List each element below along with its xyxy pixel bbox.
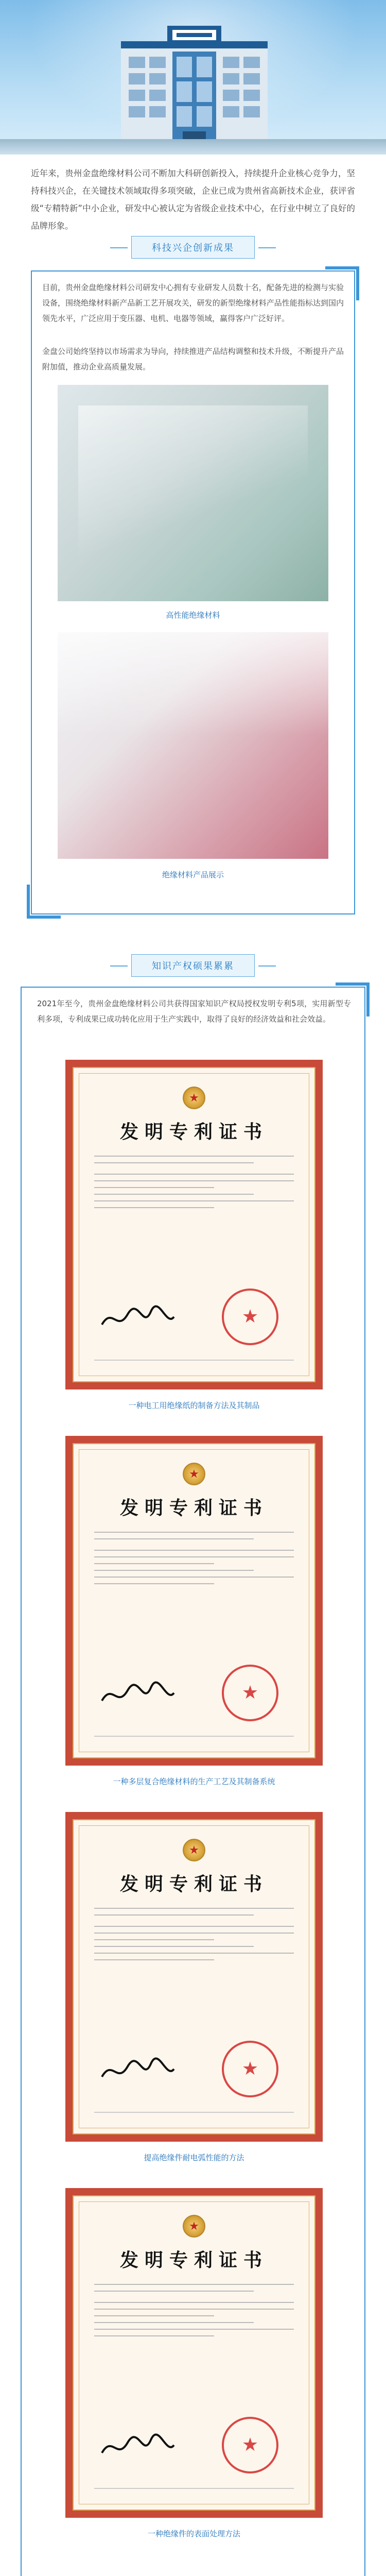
patent-certificate-4 [65,2188,323,2518]
certificate-title: 发明专利证书 [119,2249,268,2271]
patent-certificate-1 [65,1060,323,1389]
signature-icon [99,2432,177,2463]
seal-icon [222,1289,278,1345]
emblem-icon [183,1087,205,1109]
patent-certificate-2 [65,1436,323,1766]
certificate-title: 发明专利证书 [119,1873,268,1895]
patent-certificate-3 [65,1812,323,2142]
intro-paragraph: 近年来，贵州金盘绝缘材料公司不断加大科研创新投入，持续提升企业核心竞争力，坚持科技兴企，在关键技术领域取得多项突破，企业已成为贵州省高新技术企业，获评省级“专精特新”中小企业，研发中心被认定为省级企业技术中心，在行业中树立了良好的品牌形象。 [31,168,355,231]
section-title-patents: 知识产权硕果累累 [131,954,255,977]
building-illustration [106,21,283,149]
material-photo-1 [58,385,328,601]
innovation-paragraph-2: 金盘公司始终坚持以市场需求为导向，持续推进产品结构调整和技术升级，不断提升产品附加值，推动企业高质量发展。 [42,347,344,371]
hero-banner [0,0,386,155]
signature-icon [99,1680,177,1711]
emblem-icon [183,1463,205,1485]
certificate-title: 发明专利证书 [119,1121,268,1143]
innovation-paragraph: 目前，贵州金盘绝缘材料公司研发中心拥有专业研发人员数十名，配备先进的检测与实验设备，围绕绝缘材料新产品新工艺开展攻关，研发的新型绝缘材料产品性能指标达到国内领先水平，广泛应用于变压器、电机、电器等领域，赢得客户广泛好评。 [42,283,344,323]
patent-caption-2: 一种多层复合绝缘材料的生产工艺及其制备系统 [113,1777,275,1786]
seal-icon [222,1665,278,1721]
emblem-icon [183,1839,205,1861]
photo-sheen [78,405,308,581]
seal-icon [222,2041,278,2097]
material-caption-1: 高性能绝缘材料 [166,611,220,620]
signature-icon [99,1304,177,1335]
patent-caption-4: 一种绝缘件的表面处理方法 [147,2529,240,2538]
certificate-title: 发明专利证书 [119,1497,268,1519]
signature-icon [99,2056,177,2087]
patent-caption-1: 一种电工用绝缘纸的制备方法及其制品 [128,1401,260,1410]
innovation-frame [31,270,355,914]
patent-caption-3: 提高绝缘件耐电弧性能的方法 [144,2153,244,2162]
emblem-icon [183,2215,205,2238]
ground [0,139,386,155]
seal-icon [222,2417,278,2473]
patents-frame [21,987,365,2576]
patents-paragraph: 2021年至今，贵州金盘绝缘材料公司共获得国家知识产权局授权发明专利5项，实用新型专利多项，专利成果已成功转化应用于生产实践中，取得了良好的经济效益和社会效益。 [37,999,351,1024]
material-photo-2 [58,632,328,859]
material-caption-2: 绝缘材料产品展示 [162,870,224,879]
photo-sheen-2 [58,632,328,735]
section-title-innovation: 科技兴企创新成果 [131,236,255,259]
